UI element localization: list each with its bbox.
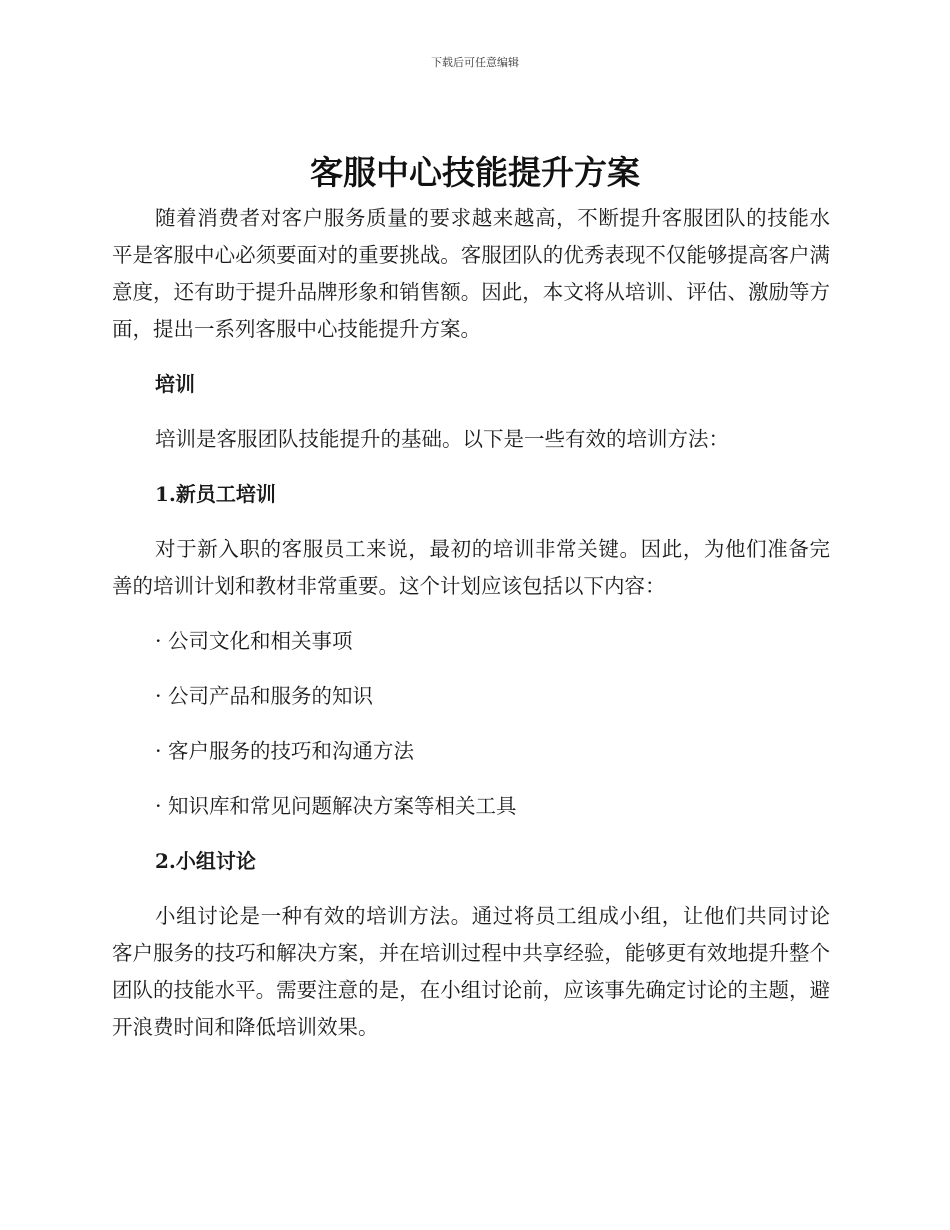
subheading-group-discussion: 2.小组讨论 — [155, 849, 256, 873]
bullet-item: · 客户服务的技巧和沟通方法 — [155, 739, 415, 763]
group-discussion-paragraph: 小组讨论是一种有效的培训方法。通过将员工组成小组，让他们共同讨论客户服务的技巧和解决方案，并在培训过程中共享经验，能够更有效地提升整个团队的技能水平。需要注意的是，在小组讨论前，应该事先确定讨论的主题，避开浪费时间和降低培训效果。 — [112, 904, 830, 1039]
bullet-item: · 公司产品和服务的知识 — [155, 684, 374, 708]
new-employee-paragraph: 对于新入职的客服员工来说，最初的培训非常关键。因此，为他们准备完善的培训计划和教材非常重要。这个计划应该包括以下内容： — [112, 537, 830, 598]
section-heading-training: 培训 — [155, 372, 195, 396]
subheading-new-employee-training: 1.新员工培训 — [155, 482, 276, 506]
document-title: 客服中心技能提升方案 — [310, 153, 640, 192]
bullet-item: · 公司文化和相关事项 — [155, 629, 353, 653]
header-note: 下载后可任意编辑 — [431, 56, 519, 69]
intro-paragraph: 随着消费者对客户服务质量的要求越来越高，不断提升客服团队的技能水平是客服中心必须要面对的重要挑战。客服团队的优秀表现不仅能够提高客户满意度，还有助于提升品牌形象和销售额。因此，本文将从培训、评估、激励等方面，提出一系列客服中心技能提升方案。 — [112, 206, 830, 341]
document-body — [112, 200, 830, 1046]
bullet-item: · 知识库和常见问题解决方案等相关工具 — [155, 794, 517, 818]
training-intro-paragraph: 培训是客服团队技能提升的基础。以下是一些有效的培训方法： — [155, 427, 729, 451]
